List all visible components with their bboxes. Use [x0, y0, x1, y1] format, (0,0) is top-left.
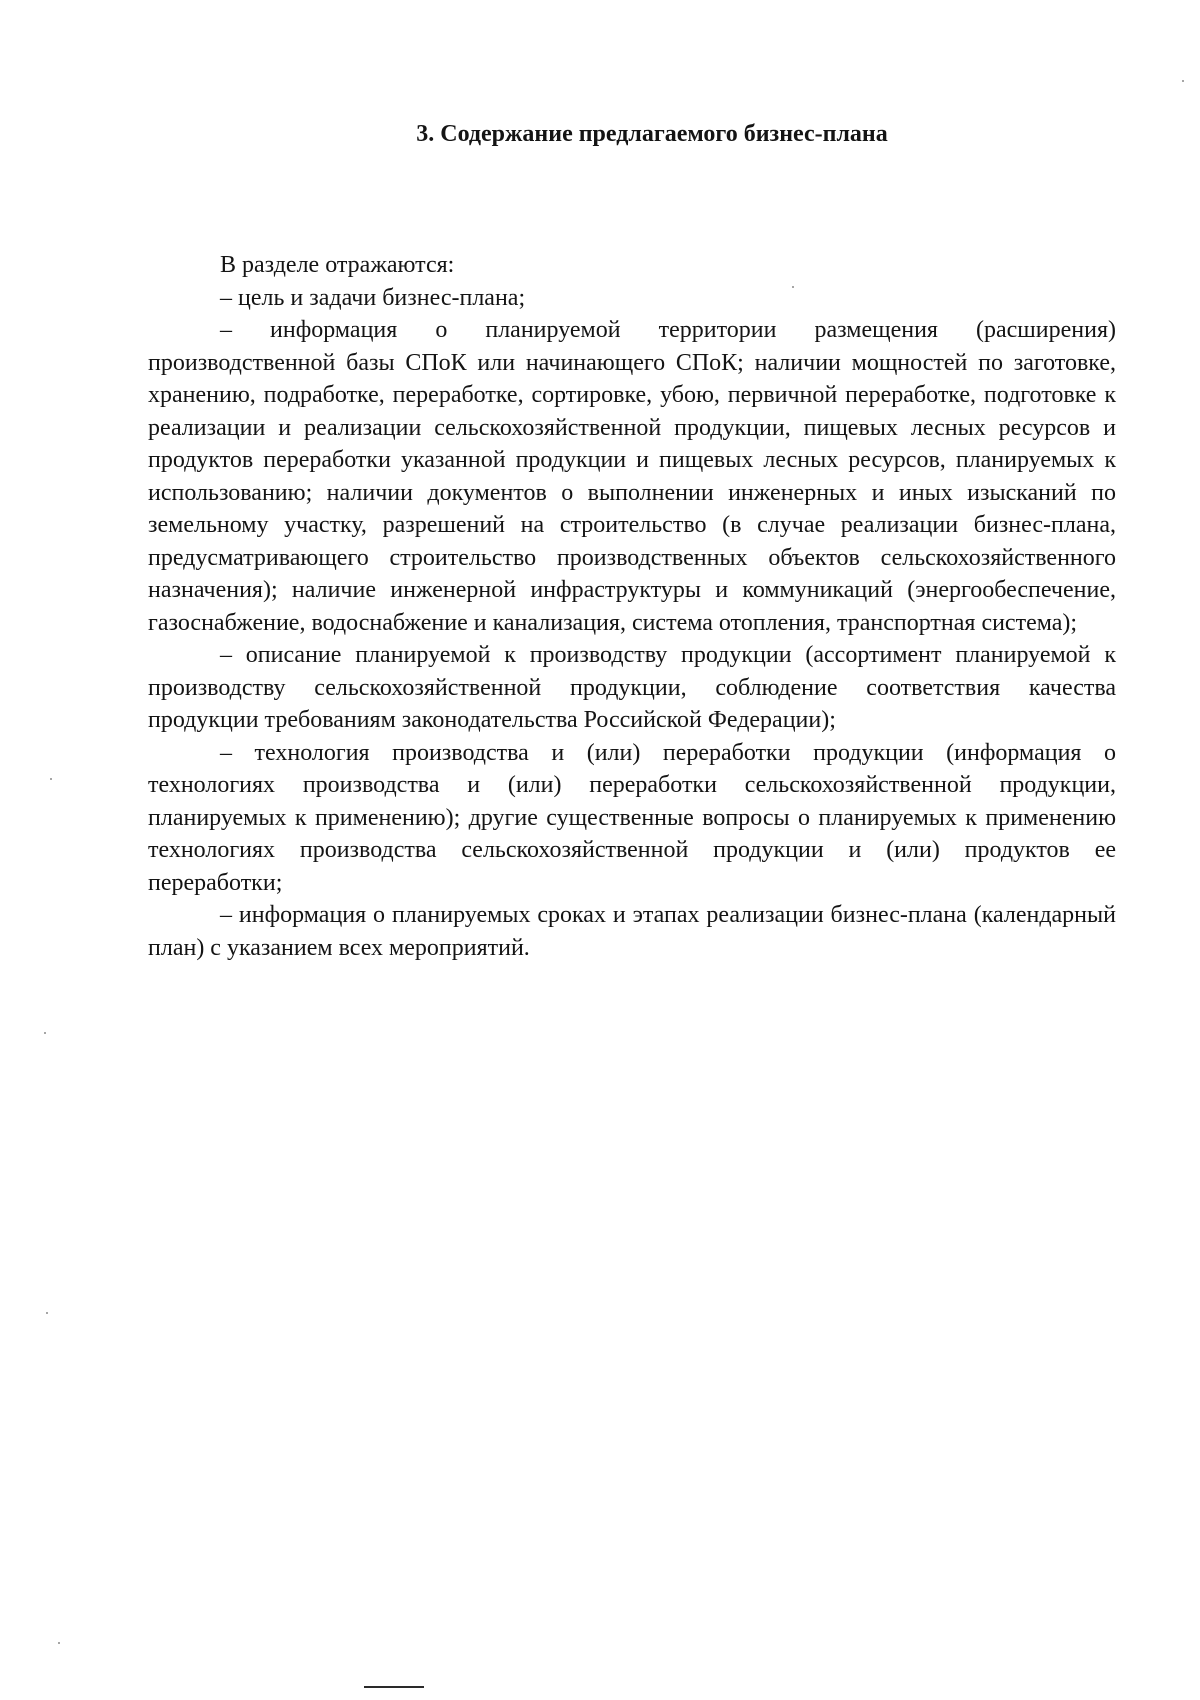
list-item-goals: – цель и задачи бизнес-плана; [220, 284, 526, 311]
scan-speck [1182, 80, 1184, 82]
footer-rule [364, 1686, 424, 1688]
section-title: 3. Содержание предлагаемого бизнес-плана [416, 121, 888, 147]
scan-speck [46, 1312, 48, 1314]
list-item-products: – описание планируемой к производству продукции (ассортимент планируемой к производству сельскохозяйственной продукции, соблюдение соответствия качества продукции требованиям законодательства Российской Федерации); [148, 642, 1116, 733]
scan-speck [44, 1032, 46, 1034]
list-item-territory: – информация о планируемой территории размещения (расширения) производственной базы СПоК или начинающего СПоК; наличии мощностей по заготовке, хранению, подработке, переработке, сортировке, убою, первичной переработке, подготовке к реализации и реализации сельскохозяйственной продукции, пищевых лесных ресурсов и продуктов переработки указанной продукции и пищевых лесных ресурсов, планируемых к использованию; наличии документов о выполнении инженерных и иных изысканий по земельному участку, разрешений на строительство (в случае реализации бизнес-плана, предусматривающего строительство производственных объектов сельскохозяйственного назначения); наличие инженерной инфраструктуры и коммуникаций (энергообеспечение, газоснабжение, водоснабжение и канализация, система отопления, транспортная система); [148, 317, 1116, 636]
scan-speck [58, 1642, 60, 1644]
scan-speck [792, 286, 794, 288]
section-body [148, 249, 1116, 964]
intro-paragraph: В разделе отражаются: [220, 252, 455, 278]
list-item-schedule: – информация о планируемых сроках и этапах реализации бизнес-плана (календарный план) с указанием всех мероприятий. [148, 902, 1116, 961]
list-item-technology: – технология производства и (или) переработки продукции (информация о технологиях производства и (или) переработки сельскохозяйственной продукции, планируемых к применению); другие существенные вопросы о планируемых к применению технологиях производства сельскохозяйственной продукции и (или) продуктов ее переработки; [148, 739, 1116, 896]
scan-speck [50, 778, 52, 780]
